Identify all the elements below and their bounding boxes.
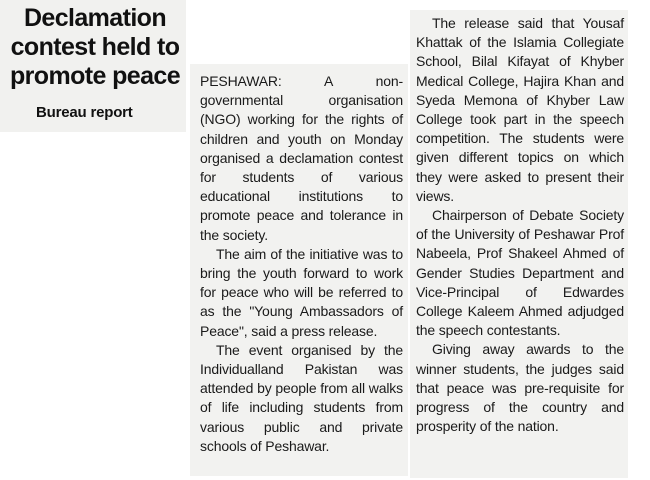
paragraph: Giving away awards to the winner students, the judges said that peace was pre-requisite for progress of the country and prosperity of the nation. [416,341,624,435]
paragraph: The aim of the initiative was to bring the youth forward to work for peace who will be referred to as the "Young Ambassadors of Peace", said a press release. [200,245,403,339]
article-headline: Declamation contest held to promote peace [9,4,181,90]
article-column-right [410,10,628,478]
paragraph: PESHAWAR: A non-governmental organisation (NGO) working for the rights of children and youth on Monday organised a declamation contest for students of various educational institutions to promote peace and tolerance in the society. [200,73,403,243]
paragraph: Chairperson of Debate Society of the University of Peshawar Prof Nabeela, Prof Shakeel Ahmed of Gender Studies Department and Vice-Principal of Edwardes College Kaleem Ahmed adjudged the speech contestants. [416,207,624,339]
paragraph: The event organised by the Individualland Pakistan was attended by people from all walks of life including students from various public and private schools of Peshawar. [200,341,403,454]
article-byline: Bureau report [36,104,133,121]
headline-block [0,0,186,132]
paragraph: The release said that Yousaf Khattak of the Islamia Collegiate School, Bilal Kifayat of Khyber Medical College, Hajira Khan and Syeda Memona of Khyber Law College took part in the speech competition. The students were given different topics on which they were asked to present their views. [416,15,624,204]
article-column-left [190,64,408,476]
